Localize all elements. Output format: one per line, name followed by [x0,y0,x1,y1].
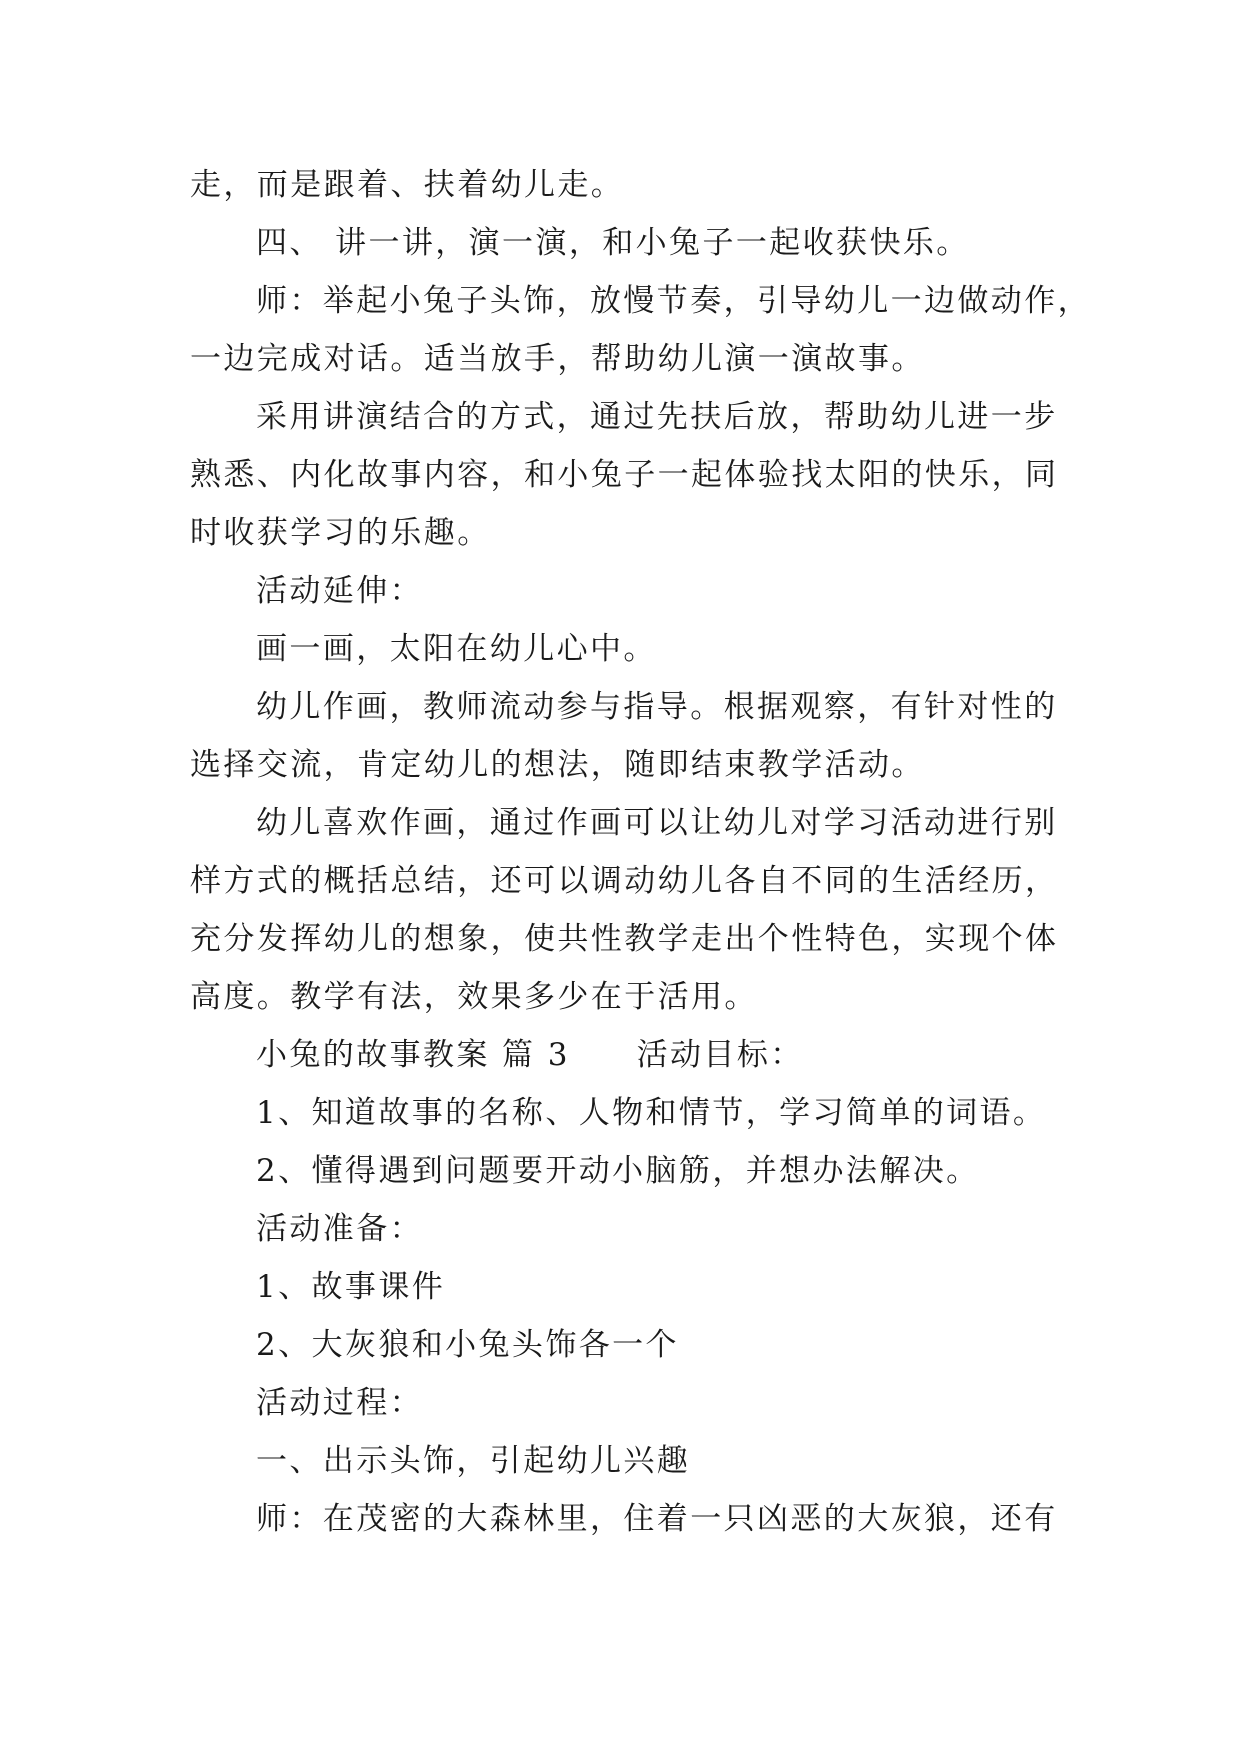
text-line: 熟悉、内化故事内容，和小兔子一起体验找太阳的快乐，同 [190,457,1059,493]
text-line: 师：在茂密的大森林里，住着一只凶恶的大灰狼，还有 [256,1501,1058,1537]
text-line: 采用讲演结合的方式，通过先扶后放，帮助幼儿进一步 [256,399,1058,435]
list-item: 2、懂得遇到问题要开动小脑筋，并想办法解决。 [256,1153,980,1189]
text-line: 画一画，太阳在幼儿心中。 [256,631,657,667]
text-line: 一边完成对话。适当放手，帮助幼儿演一演故事。 [190,341,925,377]
text-line: 走，而是跟着、扶着幼儿走。 [190,167,625,203]
text-line: 时收获学习的乐趣。 [190,515,491,551]
text-line: 师：举起小兔子头饰，放慢节奏，引导幼儿一边做动作， [256,283,1091,319]
section-heading: 小兔的故事教案 篇 3 活动目标： [256,1037,804,1073]
section-heading: 活动延伸： [256,573,423,609]
section-heading: 四、 讲一讲，演一演，和小兔子一起收获快乐。 [256,225,970,261]
text-line: 选择交流，肯定幼儿的想法，随即结束教学活动。 [190,747,925,783]
text-line: 幼儿作画，教师流动参与指导。根据观察，有针对性的 [256,689,1058,725]
text-line: 充分发挥幼儿的想象，使共性教学走出个性特色，实现个体 [190,921,1059,957]
text-line: 幼儿喜欢作画，通过作画可以让幼儿对学习活动进行别 [256,805,1058,841]
list-item: 2、大灰狼和小兔头饰各一个 [256,1327,679,1363]
list-item: 一、出示头饰，引起幼儿兴趣 [256,1443,691,1479]
text-line: 样方式的概括总结，还可以调动幼儿各自不同的生活经历， [190,863,1059,899]
list-item: 1、知道故事的名称、人物和情节，学习简单的词语。 [256,1095,1047,1131]
section-heading: 活动准备： [256,1211,423,1247]
section-heading: 活动过程： [256,1385,423,1421]
list-item: 1、故事课件 [256,1269,446,1305]
text-line: 高度。教学有法，效果多少在于活用。 [190,979,758,1015]
